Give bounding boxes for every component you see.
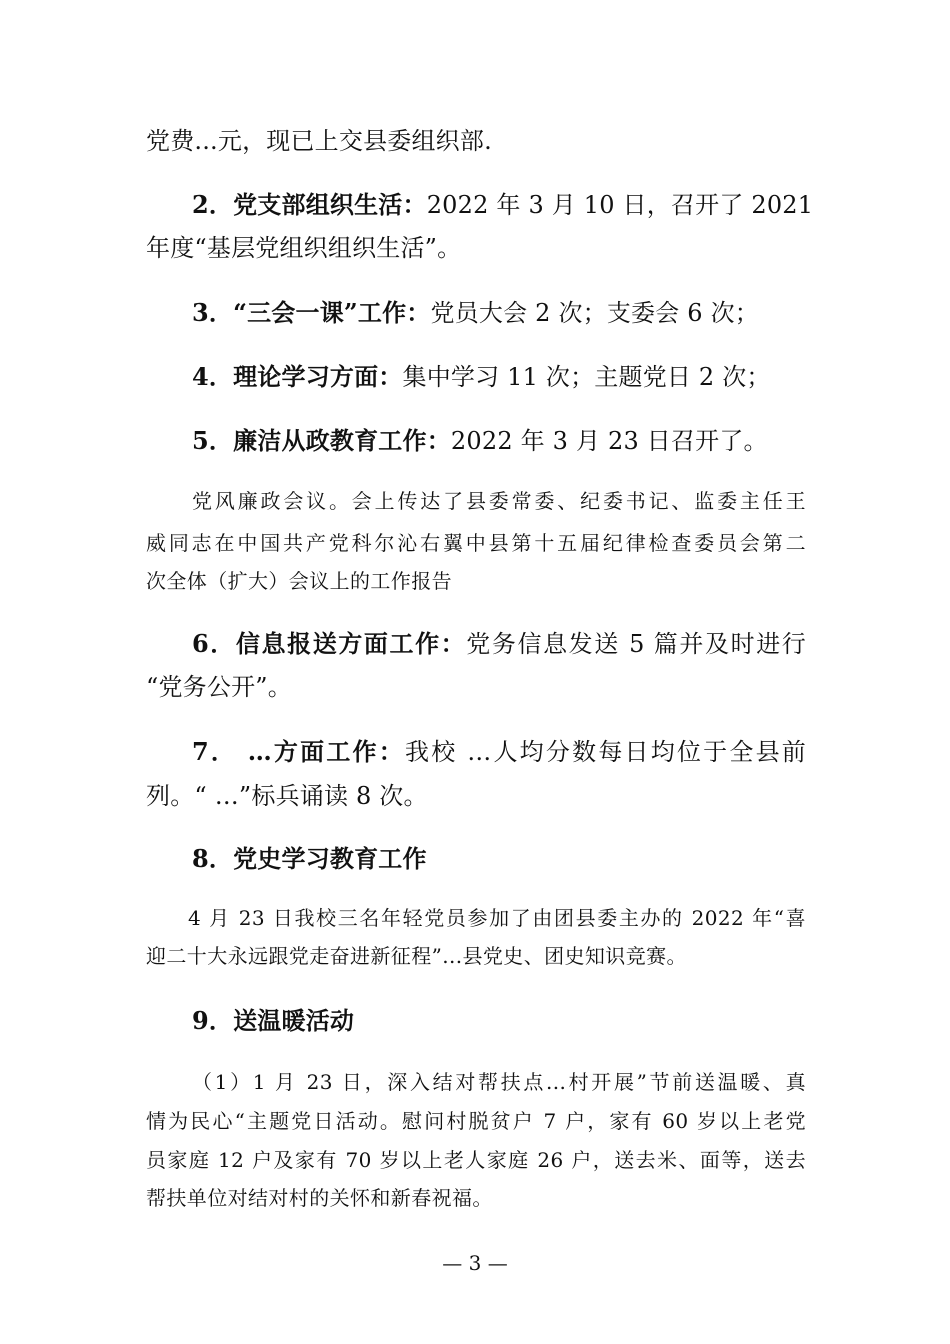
paragraph-line <box>146 571 806 591</box>
paragraph-line <box>188 908 806 928</box>
section-8-heading: 8．党史学习教育工作 <box>192 844 427 873</box>
body-text: “党务公开”。 <box>146 673 292 701</box>
paragraph-line <box>146 1188 806 1208</box>
section-6-continuation <box>146 675 806 699</box>
section-7-text: 我校 …人均分数每日均位于全县前 <box>404 738 807 766</box>
section-2-text: 2022 年 3 月 10 日，召开了 2021 <box>426 191 814 219</box>
body-text: 4 月 23 日我校三名年轻党员参加了由团县委主办的 2022 年“喜 <box>188 906 806 930</box>
paragraph-line <box>146 1150 806 1170</box>
section-2-continuation <box>146 236 806 260</box>
section-8-line <box>192 844 806 873</box>
body-text: 威同志在中国共产党科尔沁右翼中县第十五届纪律检查委员会第二 <box>146 531 806 555</box>
section-3-line <box>192 298 806 327</box>
paragraph-line <box>146 946 806 966</box>
body-text: 列。“ …”标兵诵读 8 次。 <box>146 782 428 810</box>
section-6-line <box>192 629 806 658</box>
section-5-line <box>192 426 806 455</box>
section-4-heading: 4．理论学习方面： <box>192 362 403 391</box>
section-4-text: 集中学习 11 次；主题党日 2 次； <box>402 363 771 391</box>
section-2-line <box>192 190 814 219</box>
section-3-heading: 3．“三会一课”工作： <box>192 298 431 327</box>
paragraph-line <box>192 1072 806 1092</box>
body-text: （1）1 月 23 日，深入结对帮扶点...村开展”节前送温暖、真 <box>192 1070 806 1094</box>
body-text: 迎二十大永远跟党走奋进新征程”...县党史、团史知识竞赛。 <box>146 944 687 968</box>
section-5-text: 2022 年 3 月 23 日召开了。 <box>450 427 768 455</box>
body-text: 情为民心“主题党日活动。慰问村脱贫户 7 户，家有 60 岁以上老党 <box>146 1109 806 1133</box>
body-text: 年度“基层党组织组织生活”。 <box>146 234 462 262</box>
body-text: 员家庭 12 户及家有 70 岁以上老人家庭 26 户，送去米、面等，送去 <box>146 1148 806 1172</box>
section-7-line <box>192 737 807 766</box>
body-text: 次全体（扩大）会议上的工作报告 <box>146 569 452 593</box>
body-text: 帮扶单位对结对村的关怀和新春祝福。 <box>146 1186 493 1210</box>
paragraph-line <box>146 1111 806 1131</box>
page-number: — 3 — <box>442 1251 508 1275</box>
section-7-continuation <box>146 784 806 808</box>
body-text: 党费...元，现已上交县委组织部. <box>146 127 492 155</box>
section-3-text: 党员大会 2 次；支委会 6 次； <box>430 299 759 327</box>
section-9-line <box>192 1006 806 1035</box>
section-6-heading: 6．信息报送方面工作： <box>192 629 467 658</box>
section-9-heading: 9．送温暖活动 <box>192 1006 355 1035</box>
paragraph-line <box>192 491 806 511</box>
section-2-heading: 2．党支部组织生活： <box>192 190 427 219</box>
section-5-heading: 5．廉洁从政教育工作： <box>192 426 451 455</box>
body-text: 党风廉政会议。会上传达了县委常委、纪委书记、监委主任王 <box>192 489 806 513</box>
section-4-line <box>192 362 806 391</box>
section-7-heading: 7． …方面工作： <box>192 737 405 766</box>
section-6-text: 党务信息发送 5 篇并及时进行 <box>466 630 806 658</box>
paragraph-line <box>146 129 806 153</box>
paragraph-line <box>146 533 806 553</box>
